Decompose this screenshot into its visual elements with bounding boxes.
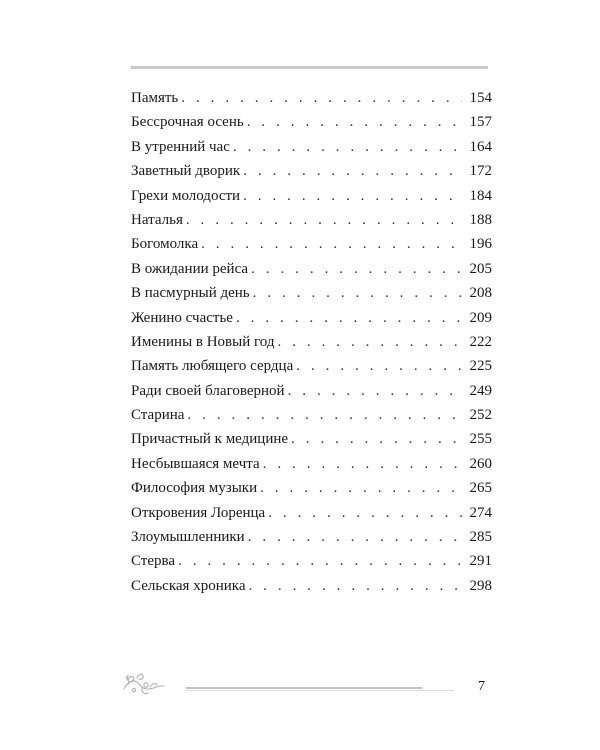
dot-leader — [251, 257, 462, 281]
toc-entry-page: 172 — [469, 163, 492, 180]
toc-entry-title: Причастный к медицине — [131, 431, 289, 448]
dot-leader — [291, 427, 462, 451]
toc-entry[interactable] — [131, 476, 492, 500]
toc-entry-title: Память любящего сердца — [131, 358, 294, 375]
toc-entry-title: Ради своей благоверной — [131, 382, 285, 399]
toc-entry-page: 274 — [469, 504, 492, 521]
dot-leader — [277, 330, 462, 354]
toc-entry-title: Именины в Новый год — [131, 333, 275, 350]
toc-entry[interactable] — [131, 549, 492, 573]
dot-leader — [288, 379, 462, 403]
toc-entry[interactable] — [131, 354, 492, 378]
dot-leader — [236, 306, 462, 330]
dot-leader — [247, 110, 462, 134]
toc-entry-page: 164 — [469, 138, 492, 155]
dot-leader — [243, 184, 462, 208]
toc-entry-title: В пасмурный день — [131, 285, 250, 302]
toc-entry-page: 285 — [469, 529, 492, 546]
dot-leader — [296, 354, 462, 378]
toc-entry-page: 157 — [469, 114, 492, 131]
dot-leader — [248, 574, 462, 598]
footer-divider-secondary — [186, 690, 454, 691]
toc-entry-page: 209 — [469, 309, 492, 326]
toc-entry[interactable] — [131, 403, 492, 427]
dot-leader — [260, 476, 462, 500]
dot-leader — [201, 232, 462, 256]
toc-entry-title: Откровения Лоренца — [131, 504, 266, 521]
toc-entry-title: Заветный дворик — [131, 163, 241, 180]
dot-leader — [233, 135, 462, 159]
dot-leader — [263, 452, 462, 476]
toc-entry[interactable] — [131, 452, 492, 476]
toc-entry-title: Несбывшаяся мечта — [131, 455, 260, 472]
footer-divider — [186, 687, 422, 689]
dot-leader — [178, 549, 462, 573]
toc-entry-page: 291 — [469, 553, 492, 570]
toc-entry-title: Сельская хроника — [131, 577, 246, 594]
toc-entry[interactable] — [131, 501, 492, 525]
toc-entry[interactable] — [131, 574, 492, 598]
toc-entry-page: 184 — [469, 187, 492, 204]
toc-entry-page: 188 — [469, 211, 492, 228]
toc-entry[interactable] — [131, 184, 492, 208]
toc-entry[interactable] — [131, 379, 492, 403]
toc-entry[interactable] — [131, 281, 492, 305]
toc-entry[interactable] — [131, 232, 492, 256]
page-number: 7 — [478, 679, 485, 694]
toc-entry-page: 260 — [469, 455, 492, 472]
toc-entry[interactable] — [131, 306, 492, 330]
dot-leader — [187, 403, 462, 427]
toc-entry-page: 222 — [469, 333, 492, 350]
toc-entry-page: 265 — [469, 480, 492, 497]
dot-leader — [253, 281, 462, 305]
toc-entry-title: Старина — [131, 407, 185, 424]
toc-entry-page: 298 — [469, 577, 492, 594]
toc-entry-title: В утренний час — [131, 138, 230, 155]
toc-entry-title: В ожидании рейса — [131, 260, 249, 277]
toc-entry-page: 225 — [469, 358, 492, 375]
dot-leader — [181, 86, 462, 110]
toc-entry-title: Женино счастье — [131, 309, 233, 326]
toc-entry-title: Грехи молодости — [131, 187, 241, 204]
toc-entry-page: 154 — [469, 90, 492, 106]
toc-entry-page: 252 — [469, 407, 492, 424]
toc-entry[interactable] — [131, 525, 492, 549]
dot-leader — [268, 501, 462, 525]
toc-entry-title: Богомолка — [131, 236, 199, 253]
toc-entry-title: Философия музыки — [131, 480, 258, 497]
table-of-contents — [131, 86, 492, 598]
toc-entry-page: 255 — [469, 431, 492, 448]
toc-entry-page: 205 — [469, 260, 492, 277]
dot-leader — [243, 159, 462, 183]
toc-entry-title: Бессрочная осень — [131, 114, 244, 131]
toc-entry-page: 196 — [469, 236, 492, 253]
floral-ornament-icon — [120, 669, 168, 697]
toc-entry-title: Наталья — [131, 211, 183, 228]
toc-entry[interactable] — [131, 257, 492, 281]
toc-entry[interactable] — [131, 159, 492, 183]
dot-leader — [248, 525, 462, 549]
toc-entry[interactable] — [131, 86, 492, 110]
toc-entry[interactable] — [131, 208, 492, 232]
toc-entry[interactable] — [131, 135, 492, 159]
toc-entry-title: Злоумышленники — [131, 529, 245, 546]
toc-entry-title: Стерва — [131, 553, 176, 570]
top-divider — [131, 66, 488, 69]
toc-entry-title: Память — [131, 90, 179, 106]
dot-leader — [186, 208, 462, 232]
toc-entry[interactable] — [131, 427, 492, 451]
toc-entry[interactable] — [131, 330, 492, 354]
toc-entry[interactable] — [131, 110, 492, 134]
toc-entry-page: 249 — [469, 382, 492, 399]
toc-entry-page: 208 — [469, 285, 492, 302]
